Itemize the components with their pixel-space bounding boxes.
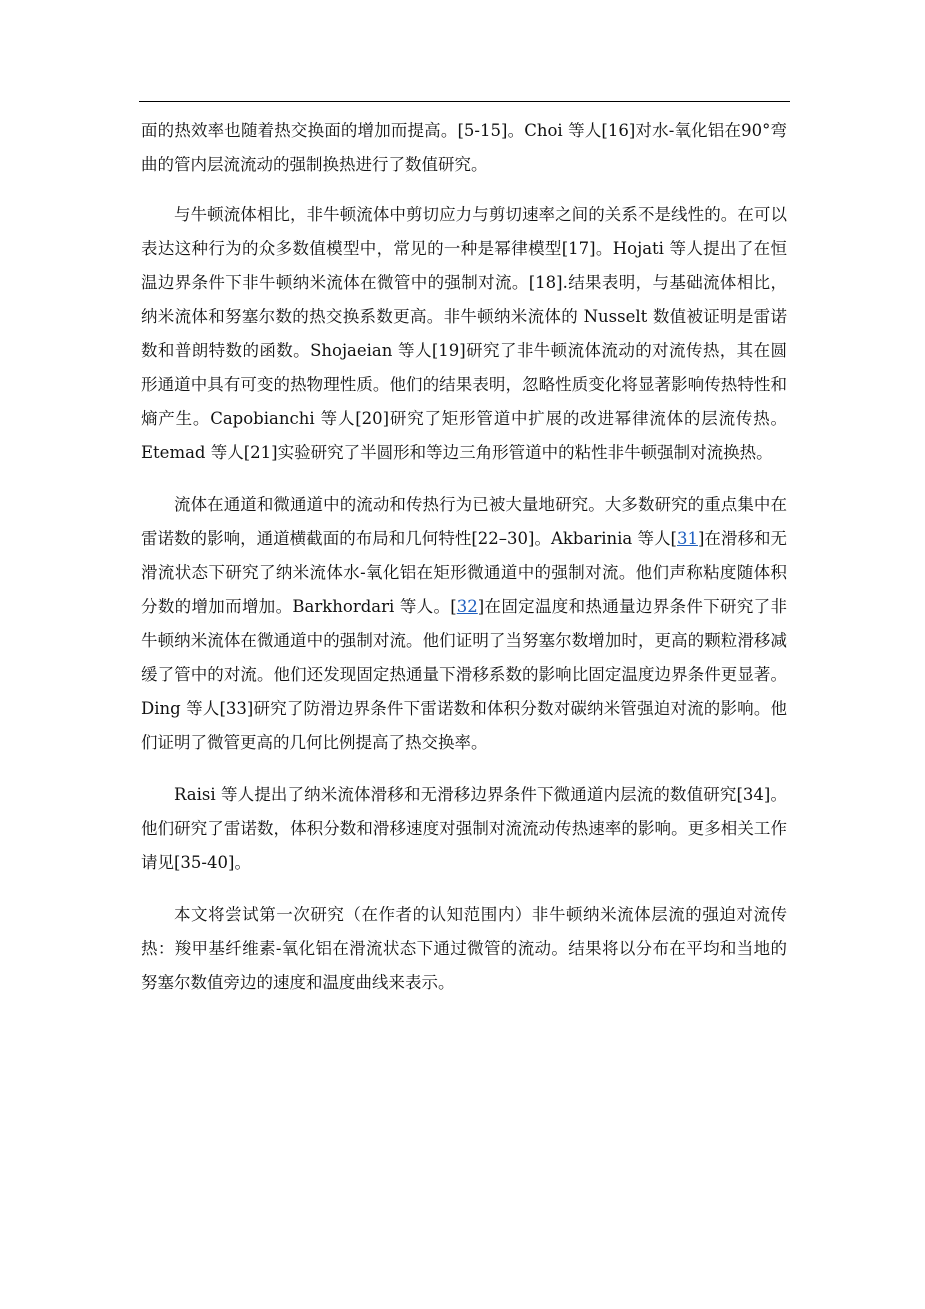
citation-link-31[interactable]: 31 [676, 529, 698, 548]
paragraph-2 [141, 488, 787, 760]
text-run: 与牛顿流体相比，非牛顿流体中剪切应力与剪切速率之间的关系不是线性的。在可以表达这种行为的众多数值模型中，常见的一种是幂律模型[17]。Hojati 等人提出了在恒温边界条件下非牛顿纳米流体在微管中的强制对流。[18].结果表明，与基础流体相比，纳米流体和努塞尔数的热交换系数更高。非牛顿纳米流体的 Nusselt 数值被证明是雷诺数和普朗特数的函数。Shojaeian 等人[19]研究了非牛顿流体流动的对流传热，其在圆形通道中具有可变的热物理性质。他们的结果表明，忽略性质变化将显著影响传热特性和熵产生。Capobianchi 等人[20]研究了矩形管道中扩展的改进幂律流体的层流传热。Etemad 等人[21]实验研究了半圆形和等边三角形管道中的粘性非牛顿强制对流换热。 [141, 205, 787, 462]
paragraph-4 [141, 898, 787, 1000]
text-run: Raisi 等人提出了纳米流体滑移和无滑移边界条件下微通道内层流的数值研究[34]。他们研究了雷诺数，体积分数和滑移速度对强制对流流动传热速率的影响。更多相关工作请见[35-40]。 [141, 785, 787, 872]
citation-link-32[interactable]: 32 [456, 597, 478, 616]
text-run: 面的热效率也随着热交换面的增加而提高。[5-15]。Choi 等人[16]对水-氧化铝在90°弯曲的管内层流流动的强制换热进行了数值研究。 [141, 121, 787, 174]
paragraph-1 [141, 198, 787, 470]
paragraph-3 [141, 778, 787, 880]
text-run: ]在固定温度和热通量边界条件下研究了非牛顿纳米流体在微通道中的强制对流。他们证明了当努塞尔数增加时，更高的颗粒滑移减缓了管中的对流。他们还发现固定热通量下滑移系数的影响比固定温度边界条件更显著。Ding 等人[33]研究了防滑边界条件下雷诺数和体积分数对碳纳米管强迫对流的影响。他们证明了微管更高的几何比例提高了热交换率。 [141, 597, 788, 752]
body-text [141, 114, 787, 1018]
text-run: 本文将尝试第一次研究（在作者的认知范围内）非牛顿纳米流体层流的强迫对流传热：羧甲基纤维素-氧化铝在滑流状态下通过微管的流动。结果将以分布在平均和当地的努塞尔数值旁边的速度和温度曲线来表示。 [141, 905, 787, 992]
text-run: ]在滑移和无滑流状态下研究了纳米流体水-氧化铝在矩形微通道中的强制对流。他们声称粘度随体积分数的增加而增加。Barkhordari 等人。[ [141, 529, 787, 616]
header-rule [139, 101, 790, 102]
paragraph-0 [141, 114, 787, 182]
text-run: 流体在通道和微通道中的流动和传热行为已被大量地研究。大多数研究的重点集中在雷诺数的影响，通道横截面的布局和几何特性[22–30]。Akbarinia 等人[ [141, 495, 787, 548]
